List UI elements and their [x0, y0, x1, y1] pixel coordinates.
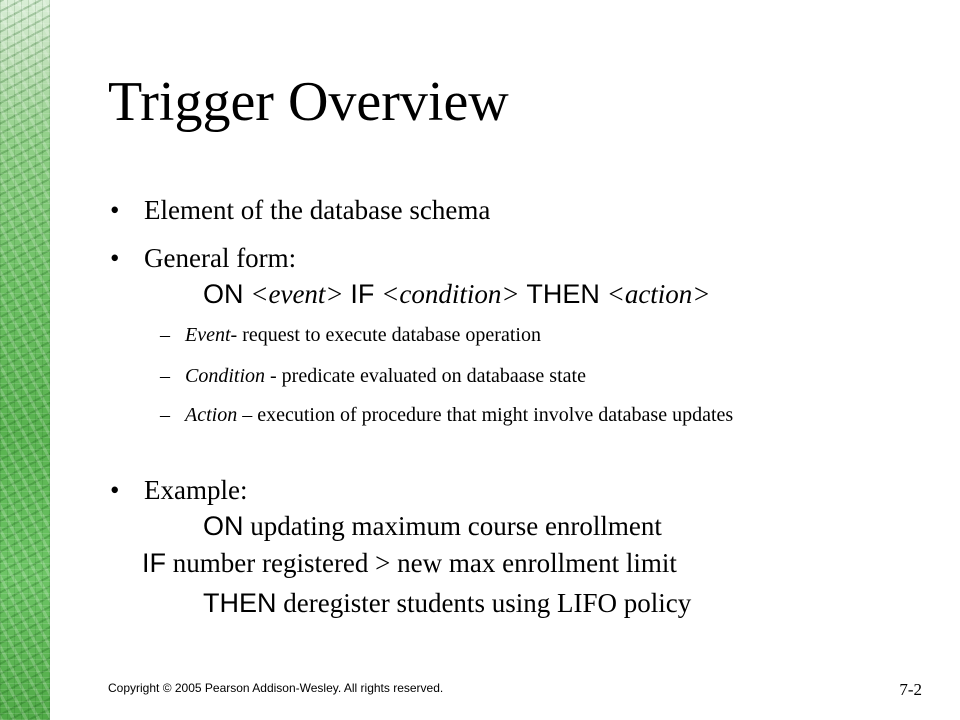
sub-bullet-desc: - request to execute database operation	[230, 324, 541, 346]
bullet-marker: •	[110, 475, 120, 505]
dash-marker: –	[160, 365, 170, 387]
action-placeholder: <action>	[606, 279, 711, 309]
keyword-then: THEN	[526, 279, 600, 309]
sub-bullet-text	[185, 363, 845, 390]
sub-bullet-term: Action	[185, 404, 238, 426]
keyword-on: ON	[203, 279, 244, 309]
example-on-text: updating maximum course enrollment	[243, 511, 662, 541]
copyright-footer: Copyright © 2005 Pearson Addison-Wesley. All rights reserved.	[108, 681, 444, 695]
sub-bullet-desc: – execution of procedure that might involve database updates	[237, 404, 734, 426]
decorative-side-image	[0, 0, 50, 720]
example-if-line	[142, 546, 677, 581]
event-placeholder: <event>	[250, 279, 344, 309]
slide-title: Trigger Overview	[108, 71, 509, 133]
dash-marker: –	[160, 324, 170, 346]
condition-placeholder: <condition>	[381, 279, 520, 309]
keyword-if: IF	[142, 548, 166, 578]
sub-bullet-term: Event	[185, 324, 231, 346]
example-then-line	[203, 586, 691, 621]
bullet-marker: •	[110, 195, 120, 225]
example-if-text: number registered > new max enrollment limit	[166, 548, 677, 578]
keyword-then: THEN	[203, 588, 277, 618]
sub-bullet-text	[185, 322, 845, 349]
bullet-marker: •	[110, 243, 120, 273]
bullet-text: Element of the database schema	[144, 195, 491, 225]
example-then-text: deregister students using LIFO policy	[276, 588, 692, 618]
sub-bullet-text	[185, 402, 845, 429]
bullet-text: General form:	[144, 243, 297, 273]
bullet-text: Example:	[144, 475, 248, 505]
general-form-line	[203, 277, 711, 312]
page-number: 7-2	[899, 680, 922, 699]
dash-marker: –	[160, 404, 170, 426]
sub-bullet-term: Condition	[185, 365, 266, 387]
sub-bullet-desc: - predicate evaluated on databaase state	[265, 365, 586, 387]
keyword-if: IF	[350, 279, 375, 309]
example-on-line	[203, 509, 662, 544]
keyword-on: ON	[203, 511, 244, 541]
